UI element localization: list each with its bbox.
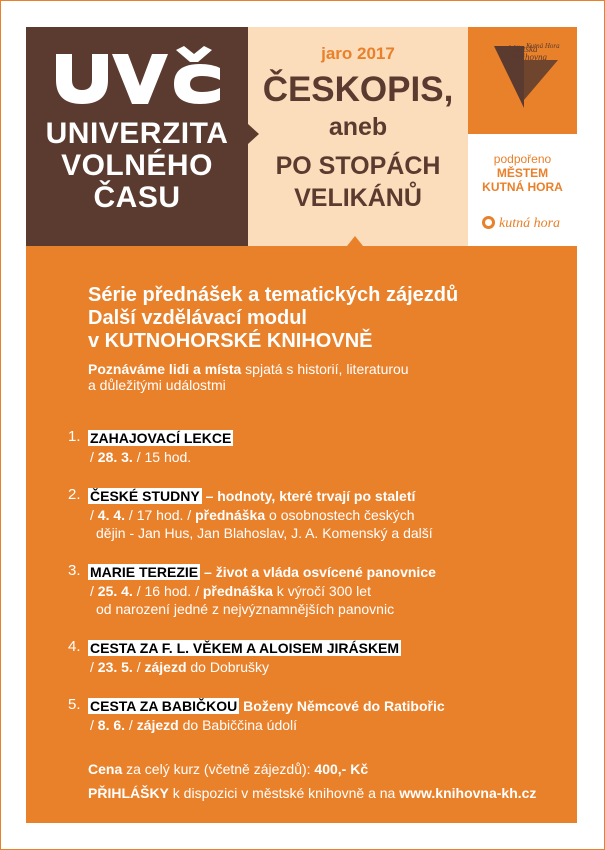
item-kind-rest: k výročí 300 let	[272, 583, 371, 599]
registration-label: PŘIHLÁŠKY	[88, 785, 169, 801]
item-sep: /	[90, 507, 98, 523]
subtitle-line: VELIKÁNŮ	[294, 184, 422, 212]
item-time: / 16 hod. /	[132, 583, 203, 599]
item-kind: přednáška	[202, 583, 273, 599]
item-sep: /	[90, 659, 98, 675]
main-title: ČESKOPIS,	[262, 70, 454, 109]
footer	[88, 757, 536, 805]
uvc-logo	[52, 46, 222, 110]
svg-text:Kutná Hora: Kutná Hora	[526, 42, 560, 50]
item-title: MARIE TEREZIE	[90, 564, 199, 580]
list-item	[68, 562, 568, 618]
item-kind: zájezd	[144, 659, 187, 675]
item-number: 1.	[68, 428, 81, 445]
price-text: za celý kurz (včetně zájezdů):	[122, 761, 315, 777]
uvc-name-line: ČASU	[93, 181, 181, 214]
item-number: 5.	[68, 696, 81, 713]
item-number: 3.	[68, 562, 81, 579]
program-list	[68, 428, 568, 754]
intro-block	[88, 283, 458, 393]
intro-desc-bold: Poznáváme lidi a místa	[88, 361, 242, 377]
sponsor-line: MĚSTEM	[496, 166, 549, 180]
intro-desc-line2: a důležitými událostmi	[88, 377, 226, 393]
subtitle	[248, 150, 468, 214]
list-item	[68, 638, 568, 676]
item-extra: od narození jedné z nejvýznamnějších panovnic	[96, 601, 395, 617]
subtitle-line: PO STOPÁCH	[275, 152, 441, 180]
sponsor-text	[468, 152, 577, 194]
item-sep: /	[90, 717, 98, 733]
item-kind-rest: do Dobrušky	[186, 659, 269, 675]
item-number: 4.	[68, 638, 81, 655]
item-date: 23. 5.	[97, 659, 133, 675]
item-sep: /	[90, 449, 98, 465]
item-title: ZAHAJOVACÍ LEKCE	[90, 430, 232, 446]
item-kind: přednáška	[195, 507, 266, 523]
item-subtitle: – hodnoty, které trvají po staletí	[201, 488, 416, 504]
intro-description	[88, 361, 458, 393]
item-title: CESTA ZA BABIČKOU	[90, 698, 238, 714]
city-logo	[482, 216, 572, 234]
item-date: 4. 4.	[97, 507, 126, 523]
item-time: /	[132, 659, 145, 675]
sponsor-label: podpořeno	[493, 152, 552, 166]
library-logo	[490, 40, 562, 112]
item-number: 2.	[68, 486, 81, 503]
item-kind-rest: do Babiččina údolí	[178, 717, 298, 733]
website-link[interactable]: www.knihovna-kh.cz	[399, 785, 537, 801]
intro-location: v KUTNOHORSKÉ KNIHOVNĚ	[88, 330, 373, 352]
item-time: / 15 hod.	[132, 449, 192, 465]
price-label: Cena	[88, 761, 123, 777]
item-kind-rest: o osobnostech českých	[265, 507, 415, 523]
uvc-name-line: VOLNÉHO	[61, 149, 213, 182]
item-subtitle: Boženy Němcové do Ratibořic	[239, 698, 445, 714]
title-connector: aneb	[328, 113, 388, 141]
item-time: / 17 hod. /	[125, 507, 196, 523]
intro-desc-rest: spjatá s historií, literaturou	[241, 361, 409, 377]
item-extra: dějin - Jan Hus, Jan Blahoslav, J. A. Komenský a další	[96, 525, 433, 541]
item-date: 25. 4.	[97, 583, 133, 599]
item-title: CESTA ZA F. L. VĚKEM A ALOISEM JIRÁSKEM	[90, 640, 400, 656]
city-logo-text: kutná hora	[499, 216, 561, 231]
item-time: /	[125, 717, 137, 733]
speech-notch-bottom	[347, 236, 363, 246]
svg-text:Městská: Městská	[508, 44, 538, 54]
item-title: ČESKÉ STUDNY	[90, 488, 200, 504]
list-item	[68, 696, 568, 734]
price-line	[88, 757, 536, 781]
item-date: 28. 3.	[97, 449, 133, 465]
registration-line	[88, 781, 536, 805]
item-date: 8. 6.	[97, 717, 126, 733]
list-item	[68, 428, 568, 466]
uvc-name-line: UNIVERZITA	[45, 117, 229, 150]
price-value: 400,- Kč	[314, 761, 369, 777]
uvc-name	[26, 118, 248, 214]
item-subtitle: – život a vláda osvícené panovnice	[200, 564, 436, 580]
intro-headline: Série přednášek a tematických zájezdů	[88, 284, 459, 306]
registration-text: k dispozici v městské knihovně a na	[168, 785, 400, 801]
item-sep: /	[90, 583, 98, 599]
list-item	[68, 486, 568, 542]
item-kind: zájezd	[136, 717, 179, 733]
city-logo-icon	[482, 216, 495, 229]
season-label: jaro 2017	[321, 44, 395, 63]
sponsor-line: KUTNÁ HORA	[482, 180, 563, 194]
svg-text:Knihovna: Knihovna	[512, 52, 547, 62]
intro-module: Další vzdělávací modul	[88, 307, 307, 329]
